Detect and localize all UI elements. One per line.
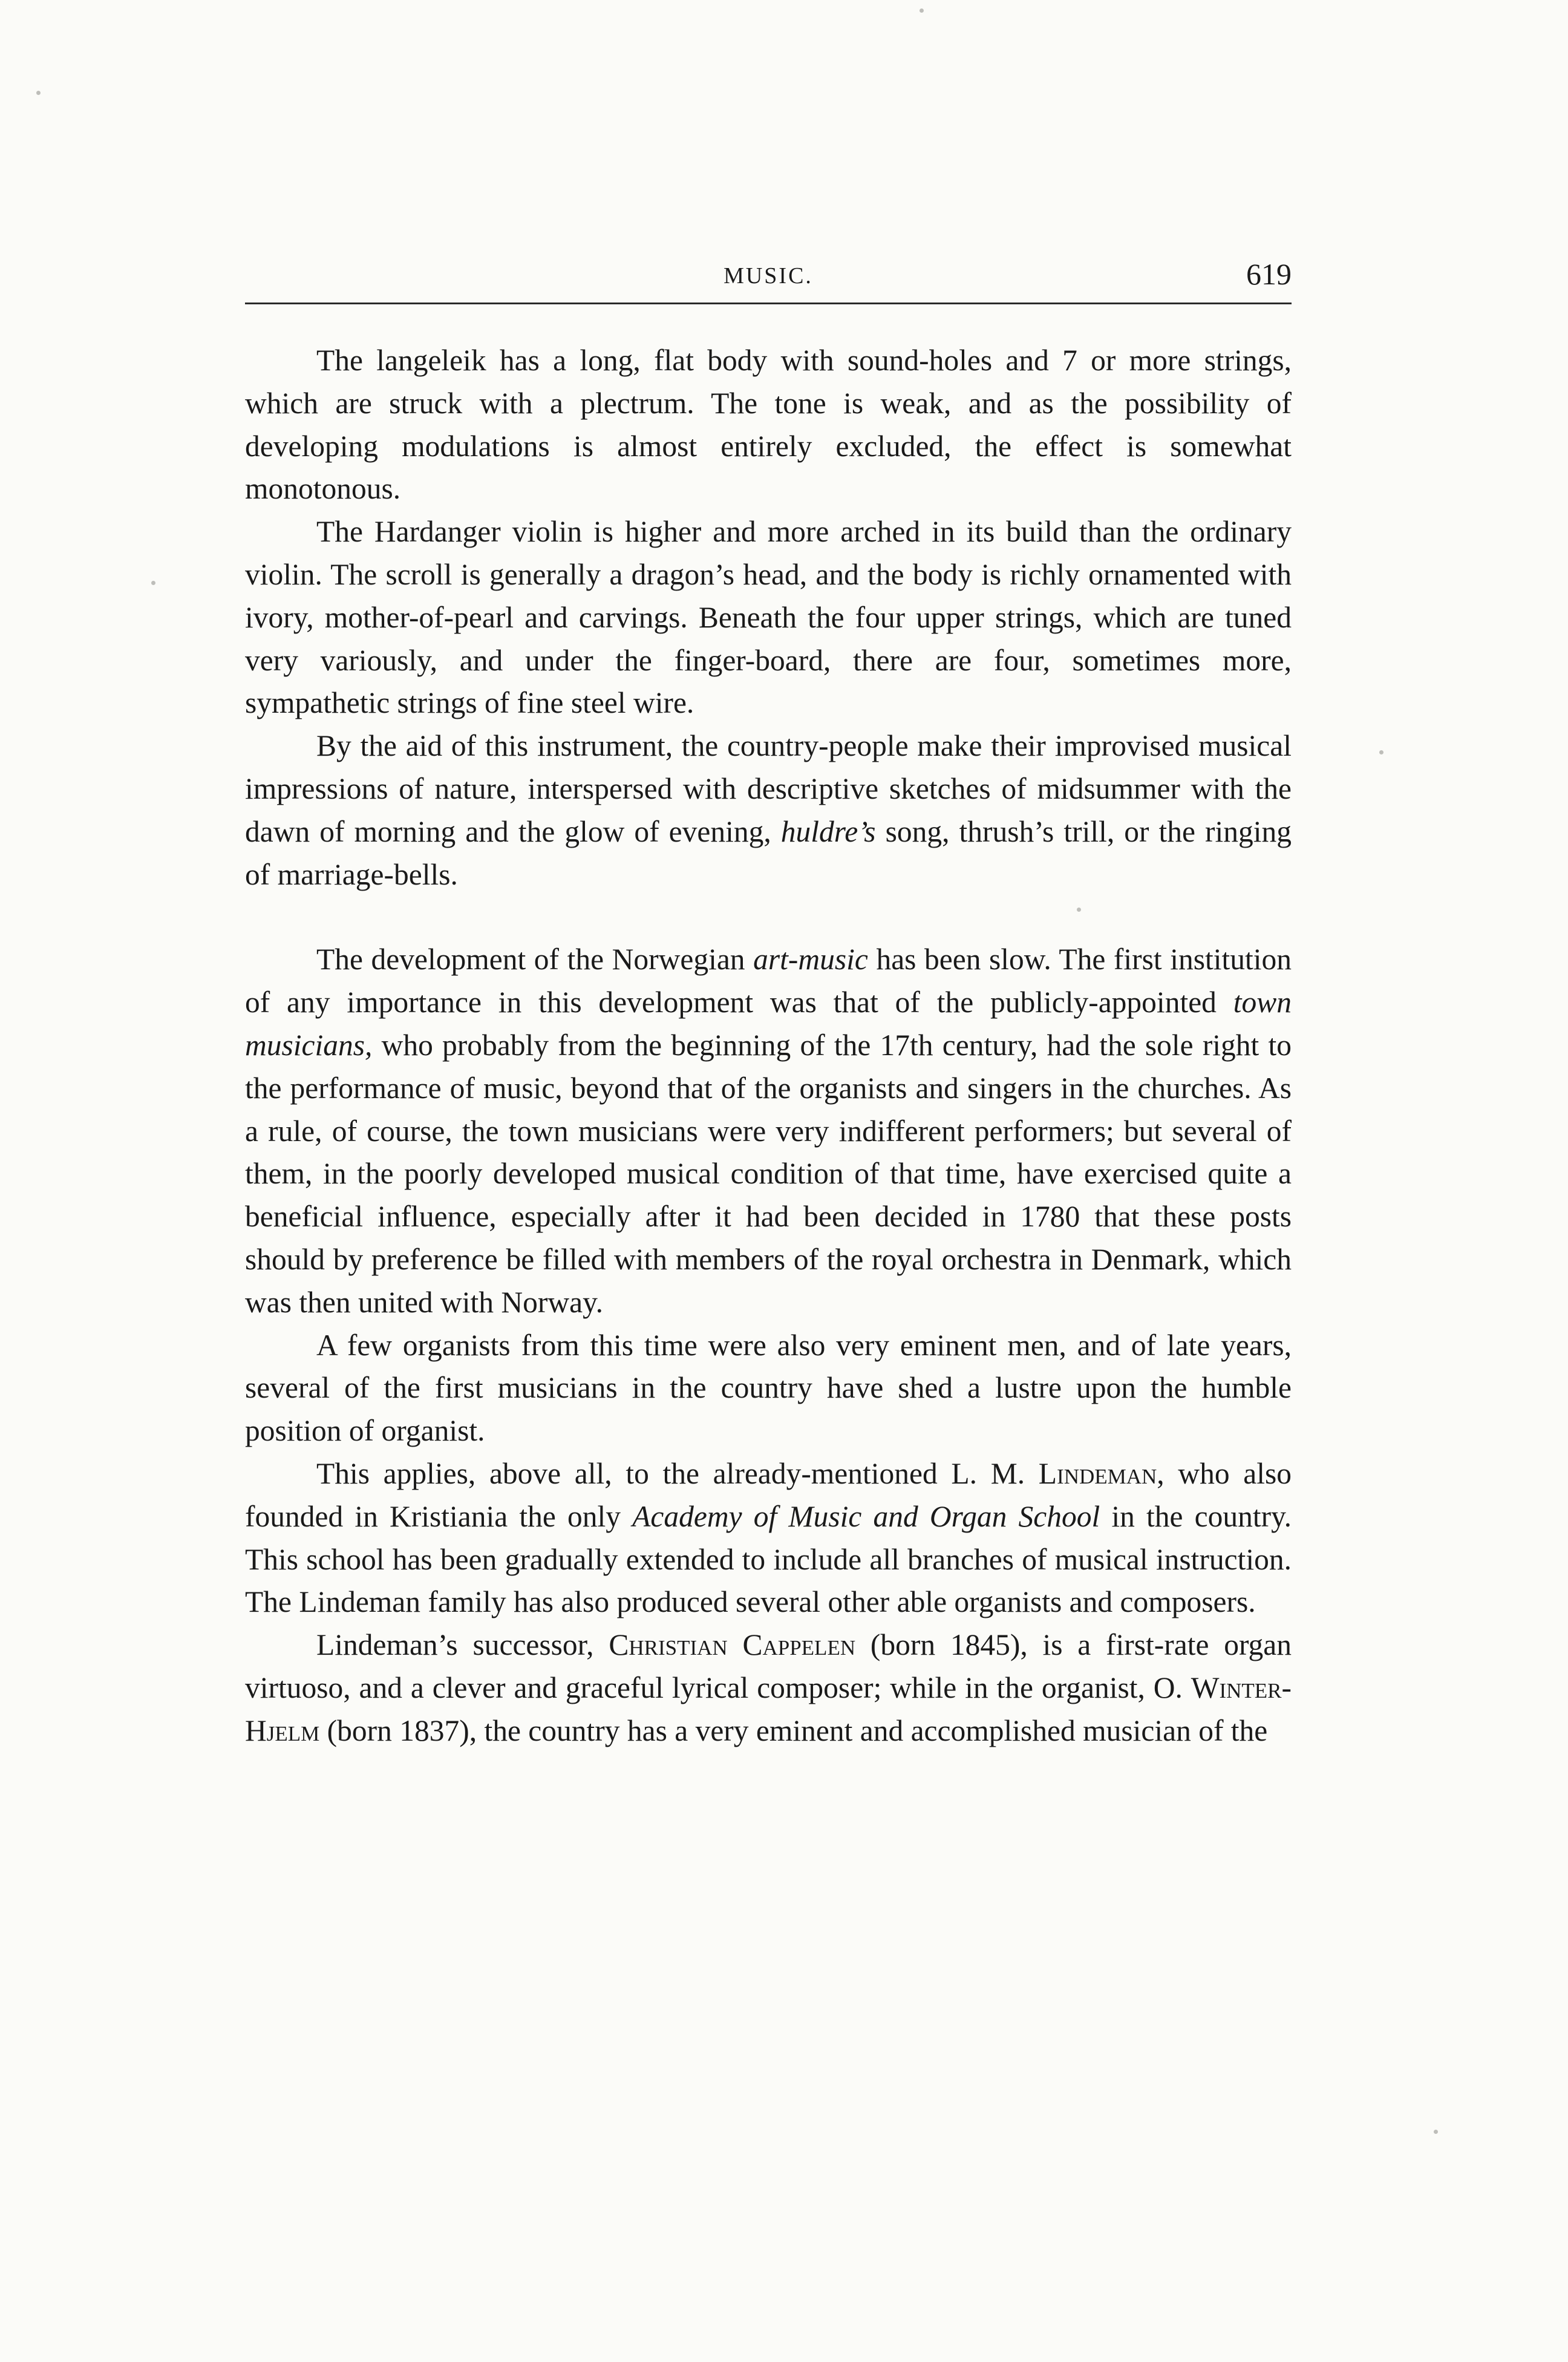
paper-speck: [1434, 2130, 1438, 2134]
paragraph-text: By the aid of this instrument, the country-people make their improvised musical impressions of nature, interspersed with descriptive sketches of midsummer with the dawn of morning and the glow of evening,: [245, 729, 1292, 848]
paragraph-langeleik: [245, 339, 1292, 511]
person-name: Winter-Hjelm: [245, 1670, 1292, 1747]
paper-speck: [920, 8, 924, 13]
paragraph-text: song, thrush’s trill, or the ringing of marriage-bells.: [245, 814, 1292, 891]
paragraph-text: The Hardanger violin is higher and more arched in its build than the ordinary violin. The scroll is generally a dragon’s head, and the body is richly ornamented with ivory, mother-of-pearl and carvings. Beneath the four upper strings, which are tuned very variously, and under the finger-board, there are four, sometimes more, sympathetic strings of fine steel wire.: [245, 515, 1292, 720]
italic-term: huldre’s: [780, 814, 876, 848]
italic-term: Academy of Music and Organ School: [632, 1499, 1100, 1533]
body-text: [245, 339, 1292, 1753]
paragraph-art-music: [245, 938, 1292, 1324]
running-head: [245, 254, 1292, 304]
paragraph-text: has been slow. The first institution of any importance in this development was that of the publicly-appointed: [245, 943, 1292, 1019]
italic-term: art-music: [753, 943, 868, 977]
person-name: Lindeman: [1038, 1456, 1157, 1490]
paragraph-cappelen: [245, 1624, 1292, 1752]
running-title: MUSIC.: [724, 263, 813, 289]
book-page: [245, 254, 1292, 1753]
paragraph-text: Lindeman’s successor,: [316, 1628, 594, 1662]
paragraph-text: in the country. This school has been gradually extended to include all branches of musical instruction. The Lindeman family has also produced several other able organists and composers.: [245, 1499, 1292, 1619]
paragraph-text: (born 1845), is a first-rate organ virtuoso, and a clever and graceful lyrical composer; while in the organist, O.: [245, 1628, 1292, 1704]
paragraph-text: This applies, above all, to the already-mentioned L. M.: [316, 1456, 1025, 1490]
person-name: Christian Cappelen: [609, 1628, 856, 1662]
paragraph-hardanger-violin: [245, 511, 1292, 725]
paragraph-organists: [245, 1324, 1292, 1453]
paragraph-text: (born 1837), the country has a very eminent and accomplished musician of the: [327, 1713, 1268, 1747]
paragraph-text: , who also founded in Kristiania the only: [245, 1456, 1292, 1533]
paper-speck: [36, 91, 41, 95]
paper-speck: [1379, 750, 1383, 754]
paragraph-text: A few organists from this time were also very eminent men, and of late years, several of the first musicians in the country have shed a lustre upon the humble position of organist.: [245, 1328, 1292, 1448]
italic-term: town musicians,: [245, 986, 1292, 1062]
paragraph-text: The langeleik has a long, flat body with sound-holes and 7 or more strings, which are struck with a plectrum. The tone is weak, and as the possibility of developing modulations is almost entirely excluded, the effect is somewhat monotonous.: [245, 344, 1292, 506]
paragraph-text: who probably from the beginning of the 17th century, had the sole right to the performance of music, beyond that of the organists and singers in the churches. As a rule, of course, the town musicians were very indifferent performers; but several of them, in the poorly developed musical condition of that time, have exercised quite a beneficial influence, especially after it had been decided in 1780 that these posts should by preference be filled with members of the royal orchestra in Denmark, which was then united with Norway.: [245, 1028, 1292, 1319]
paragraph-country-people: [245, 725, 1292, 896]
paragraph-lindeman: [245, 1453, 1292, 1624]
paper-speck: [151, 581, 155, 585]
paragraph-text: The development of the Norwegian: [316, 943, 745, 977]
page-number: 619: [1246, 257, 1292, 291]
